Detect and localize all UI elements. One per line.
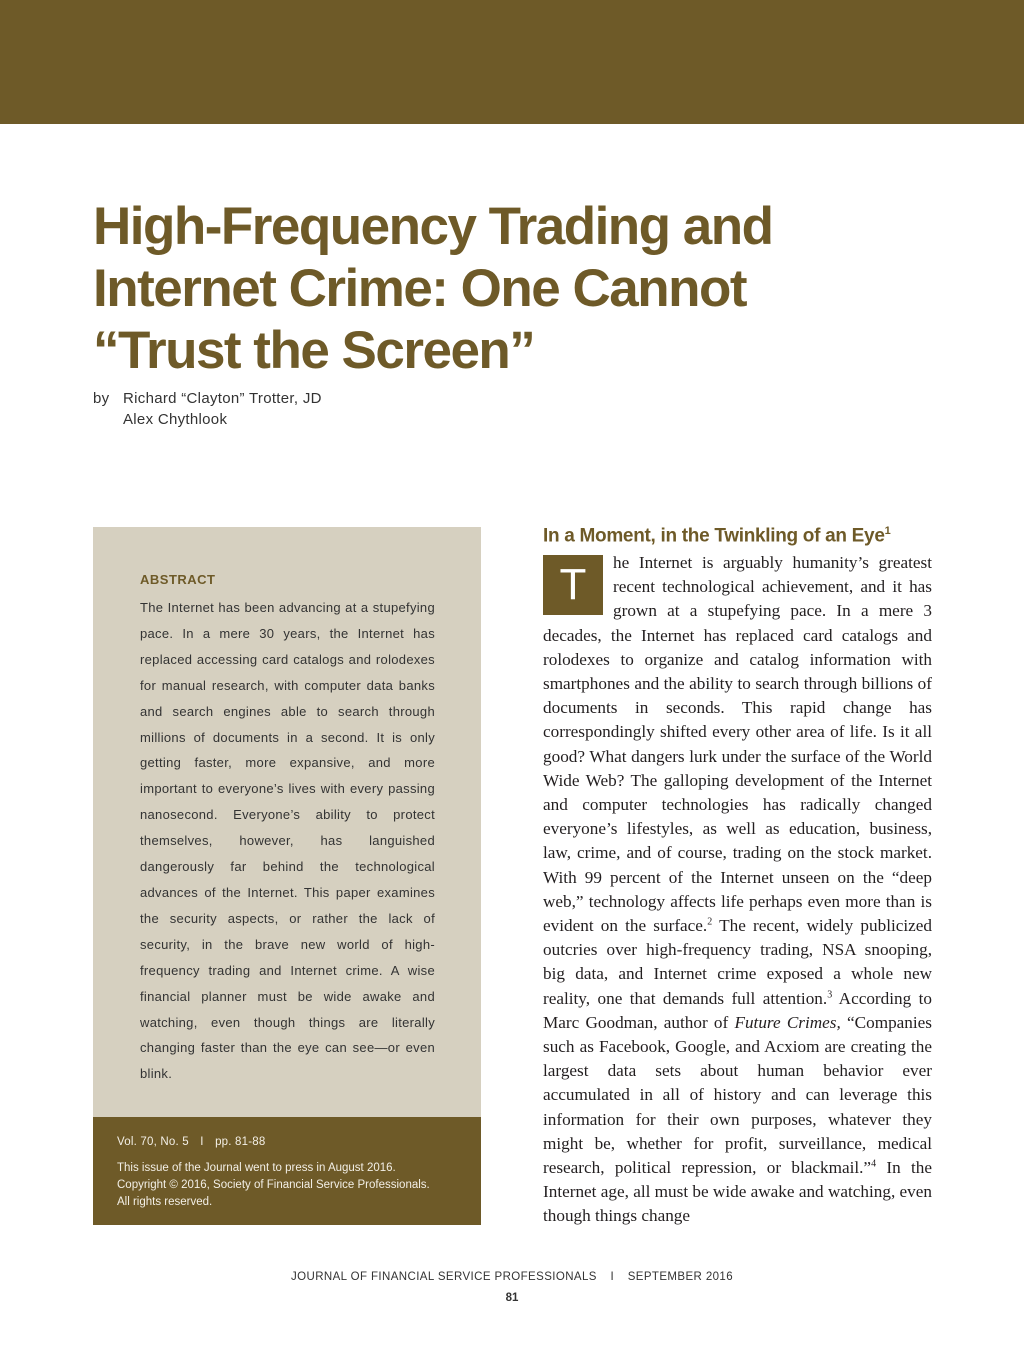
footer-separator: I xyxy=(610,1271,615,1283)
rights-note: All rights reserved. xyxy=(117,1196,213,1208)
drop-cap: T xyxy=(543,555,603,615)
author-list xyxy=(123,388,322,430)
issue-volume: Vol. 70, No. 5 xyxy=(117,1136,189,1148)
issue-pages: pp. 81-88 xyxy=(215,1136,266,1148)
issue-line xyxy=(117,1136,265,1148)
footnote-ref: 4 xyxy=(871,1158,877,1170)
issue-date: SEPTEMBER 2016 xyxy=(627,1271,733,1283)
section-heading xyxy=(543,525,890,547)
issue-note xyxy=(117,1160,467,1211)
header-band xyxy=(0,0,1024,124)
footnote-ref: 1 xyxy=(884,525,891,537)
body-column xyxy=(543,551,932,1229)
page-number: 81 xyxy=(505,1292,519,1304)
byline-prefix: by xyxy=(93,390,110,407)
press-note: This issue of the Journal went to press in August 2016. xyxy=(117,1162,396,1174)
footnote-ref: 3 xyxy=(827,988,833,1000)
body-paragraph: he Internet is arguably humanity’s greatest recent technological achievement, and it has grown at a stupefying pace. In a mere 3 decades, the Internet has replaced card catalogs and rolodexes to organize and catalog information with smartphones and the ability to search through billions of documents in seconds. This rapid change has correspondingly shifted every other area of life. Is it all good? What dangers lurk under the surface of the World Wide Web? The galloping development of the Internet and computer technologies has radically changed everyone’s lifestyles, as well as education, business, law, crime, and of course, trading on the stock market. With 99 percent of the Internet unseen on the “deep web,” technology affects life perhaps even more than is evident on the surface.$^2$ The recent, widely publicized outcries over high-frequency trading, NSA snooping, big data, and Internet crime exposed a whole new reality, one that demands full attention.$^3$ According to Marc Goodman, author of Future Crimes, “Companies such as Facebook, Google, and Acxiom are creating the largest data sets about human behavior ever accumulated in all of history and can leverage this information for their own purposes, whatever they might be, whether for profit, surveillance, medical research, political repression, or blackmail.”$^4$ In the Internet age, all must be wide awake and watching, even though things change xyxy=(543,553,932,1226)
book-title: Future Crimes, xyxy=(734,1012,841,1032)
issue-separator: I xyxy=(200,1136,204,1148)
footer-journal xyxy=(0,1271,1024,1283)
copyright-note: Copyright © 2016, Society of Financial Service Professionals. xyxy=(117,1179,430,1191)
journal-name: JOURNAL OF FINANCIAL SERVICE PROFESSIONALS xyxy=(291,1271,597,1283)
abstract-box xyxy=(93,527,481,1117)
abstract-heading: ABSTRACT xyxy=(140,572,216,587)
section-heading-text: In a Moment, in the Twinkling of an Eye xyxy=(543,525,885,547)
article-title: High-Frequency Trading and Internet Crime: One Cannot “Trust the Screen” xyxy=(93,197,773,380)
footnote-ref: 2 xyxy=(707,916,713,928)
abstract-text: The Internet has been advancing at a stupefying pace. In a mere 30 years, the Internet has replaced accessing card catalogs and rolodexes for manual research, with computer data banks and search engines able to search through millions of documents in a second. It is only getting faster, more expansive, and more important to everyone’s lives with every passing nanosecond. Everyone’s ability to protect themselves, however, has languished dangerously far behind the technological advances of the Internet. This paper examines the security aspects, or rather the lack of security, in the brave new world of high-frequency trading and Internet crime. A wise financial planner must be wide awake and watching, even though things are literally changing faster than the eye can see—or even blink. xyxy=(140,600,435,1082)
issue-info-box xyxy=(93,1117,481,1225)
author-name: Alex Chythlook xyxy=(123,411,228,428)
author-name: Richard “Clayton” Trotter, JD xyxy=(123,390,322,407)
